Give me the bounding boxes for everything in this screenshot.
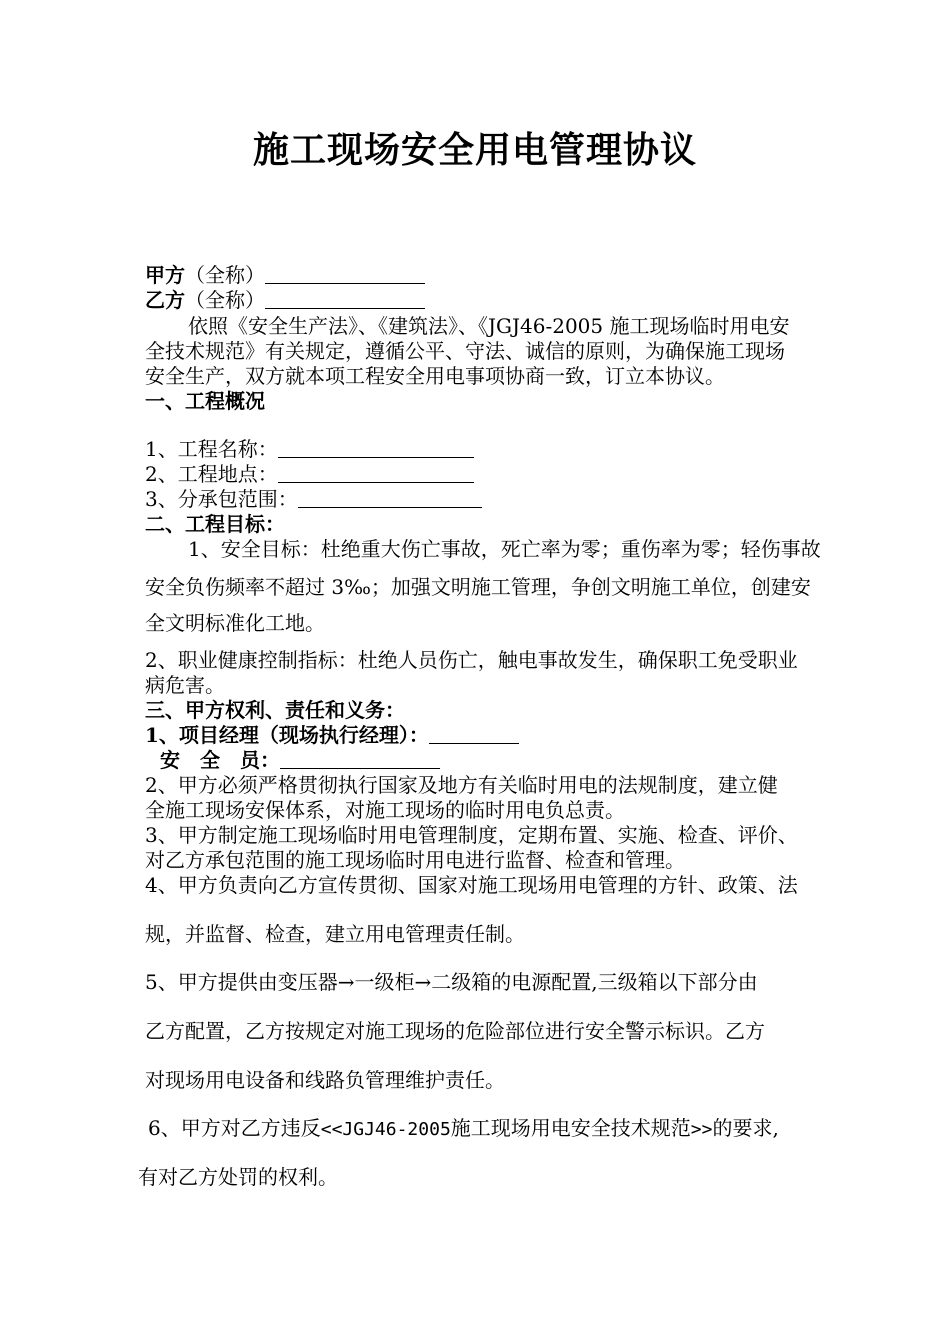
- item-6-suffix: 的要求,: [712, 1116, 779, 1140]
- party-b-blank: [265, 288, 425, 309]
- project-location-line: [145, 461, 474, 487]
- party-b-line: [145, 287, 425, 313]
- party-a-blank: [265, 263, 425, 284]
- party-a-line: [145, 262, 425, 288]
- item-4-line-2: 规，并监督、检查，建立用电管理责任制。: [145, 922, 525, 946]
- item-6-code: <<JGJ46-2005: [320, 1119, 451, 1140]
- subcontract-scope-line: [145, 486, 482, 512]
- item-6-close: >>: [690, 1119, 713, 1140]
- party-a-suffix: （全称）: [185, 263, 265, 287]
- document-title: 施工现场安全用电管理协议: [252, 129, 697, 171]
- section-2-heading: 二、工程目标：: [145, 512, 285, 536]
- item-5-line-3: 对现场用电设备和线路负管理维护责任。: [145, 1068, 505, 1092]
- item-2-line-1: 2、甲方必须严格贯彻执行国家及地方有关临时用电的法规制度，建立健: [145, 773, 778, 797]
- intro-line-1: 依照《安全生产法》、《建筑法》、《JGJ46-2005 施工现场临时用电安: [188, 314, 790, 338]
- party-b-suffix: （全称）: [185, 288, 265, 312]
- manager-label: 1、项目经理（现场执行经理）：: [145, 723, 429, 747]
- manager-blank: [429, 723, 519, 744]
- goal-2-line-1: 2、职业健康控制指标：杜绝人员伤亡，触电事故发生，确保职工免受职业: [145, 648, 798, 672]
- item-5-line-2: 乙方配置，乙方按规定对施工现场的危险部位进行安全警示标识。乙方: [145, 1019, 765, 1043]
- project-name-line: [145, 436, 474, 462]
- manager-line: [145, 722, 519, 748]
- section-3-heading: 三、甲方权利、责任和义务：: [145, 698, 405, 722]
- project-location-blank: [278, 462, 474, 483]
- section-1-heading: 一、工程概况: [145, 389, 265, 413]
- intro-line-2: 全技术规范》有关规定，遵循公平、守法、诚信的原则，为确保施工现场: [145, 339, 785, 363]
- project-name-label: 1、工程名称：: [145, 437, 278, 461]
- goal-1-line-3: 全文明标准化工地。: [145, 611, 325, 635]
- party-a-label: 甲方: [145, 263, 185, 287]
- project-location-label: 2、工程地点：: [145, 462, 278, 486]
- item-6-prefix: 6、甲方对乙方违反: [148, 1116, 321, 1140]
- goal-1-line-1: 1、安全目标：杜绝重大伤亡事故，死亡率为零；重伤率为零；轻伤事故: [188, 537, 821, 561]
- goal-2-line-2: 病危害。: [145, 673, 225, 697]
- item-6-line-2: 有对乙方处罚的权利。: [138, 1165, 338, 1189]
- safety-officer-blank: [280, 748, 440, 769]
- item-6-middle: 施工现场用电安全技术规范: [450, 1116, 691, 1140]
- goal-1-line-2: 安全负伤频率不超过 3‰；加强文明施工管理，争创文明施工单位，创建安: [145, 575, 811, 599]
- item-4-line-1: 4、甲方负责向乙方宣传贯彻、国家对施工现场用电管理的方针、政策、法: [145, 873, 798, 897]
- safety-officer-label: 安 全 员：: [160, 748, 280, 772]
- item-2-line-2: 全施工现场安保体系，对施工现场的临时用电负总责。: [145, 798, 625, 822]
- safety-officer-line: [160, 747, 440, 773]
- subcontract-scope-label: 3、分承包范围：: [145, 487, 298, 511]
- subcontract-scope-blank: [298, 487, 482, 508]
- project-name-blank: [278, 437, 474, 458]
- intro-line-3: 安全生产，双方就本项工程安全用电事项协商一致，订立本协议。: [145, 364, 725, 388]
- item-3-line-2: 对乙方承包范围的施工现场临时用电进行监督、检查和管理。: [145, 848, 685, 872]
- item-6-line-1: [148, 1115, 779, 1143]
- item-3-line-1: 3、甲方制定施工现场临时用电管理制度，定期布置、实施、检查、评价、: [145, 823, 798, 847]
- item-5-line-1: 5、甲方提供由变压器→一级柜→二级箱的电源配置,三级箱以下部分由: [145, 970, 758, 994]
- party-b-label: 乙方: [145, 288, 185, 312]
